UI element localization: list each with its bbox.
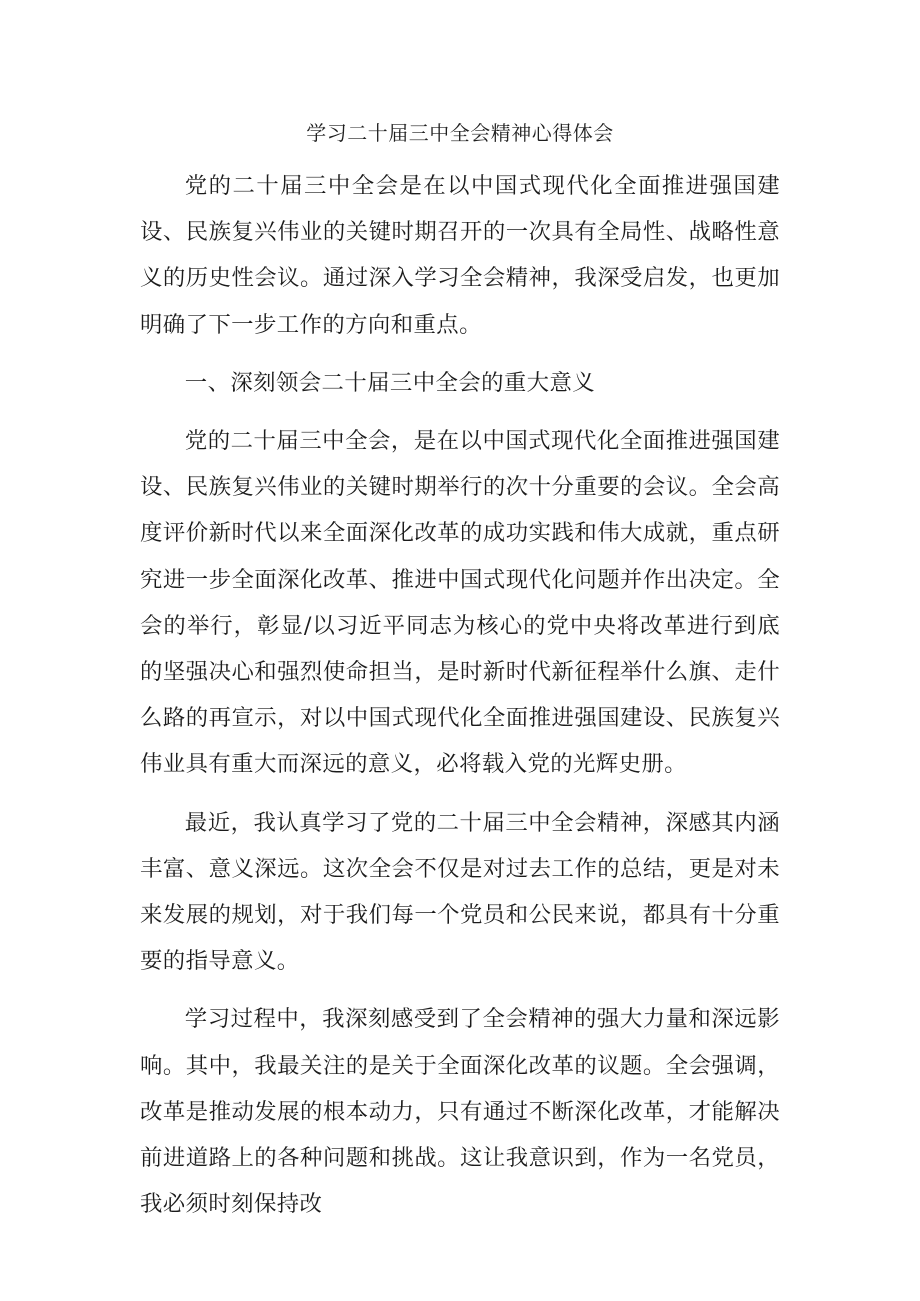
section-heading-1: 一、深刻领会二十届三中全会的重大意义 [184,369,596,396]
paragraph-study: 最近，我认真学习了党的二十届三中全会精神，深感其内涵丰富、意义深远。这次全会不仅是对过去工作的总结，更是对未来发展的规划，对于我们每一个党员和公民来说，都具有十分重要的指导意义。 [140,809,780,975]
document-body [140,163,780,1239]
document-title: 学习二十届三中全会精神心得体会 [306,121,614,145]
paragraph-reform: 学习过程中，我深刻感受到了全会精神的强大力量和深远影响。其中，我最关注的是关于全面深化改革的议题。全会强调，改革是推动发展的根本动力，只有通过不断深化改革，才能解决前进道路上的各种问题和挑战。这让我意识到，作为一名党员，我必须时刻保持改 [140,1006,780,1218]
paragraph-intro: 党的二十届三中全会是在以中国式现代化全面推进强国建设、民族复兴伟业的关键时期召开的一次具有全局性、战略性意义的历史性会议。通过深入学习全会精神，我深受启发，也更加明确了下一步工作的方向和重点。 [140,173,780,338]
paragraph-significance: 党的二十届三中全会，是在以中国式现代化全面推进强国建设、民族复兴伟业的关键时期举行的次十分重要的会议。全会高度评价新时代以来全面深化改革的成功实践和伟大成就，重点研究进一步全面深化改革、推进中国式现代化问题并作出决定。全会的举行，彰显/以习近平同志为核心的党中央将改革进行到底的坚强决心和强烈使命担当，是时新时代新征程举什么旗、走什么路的再宣示，对以中国式现代化全面推进强国建设、民族复兴伟业具有重大而深远的意义，必将载入党的光辉史册。 [140,428,780,778]
